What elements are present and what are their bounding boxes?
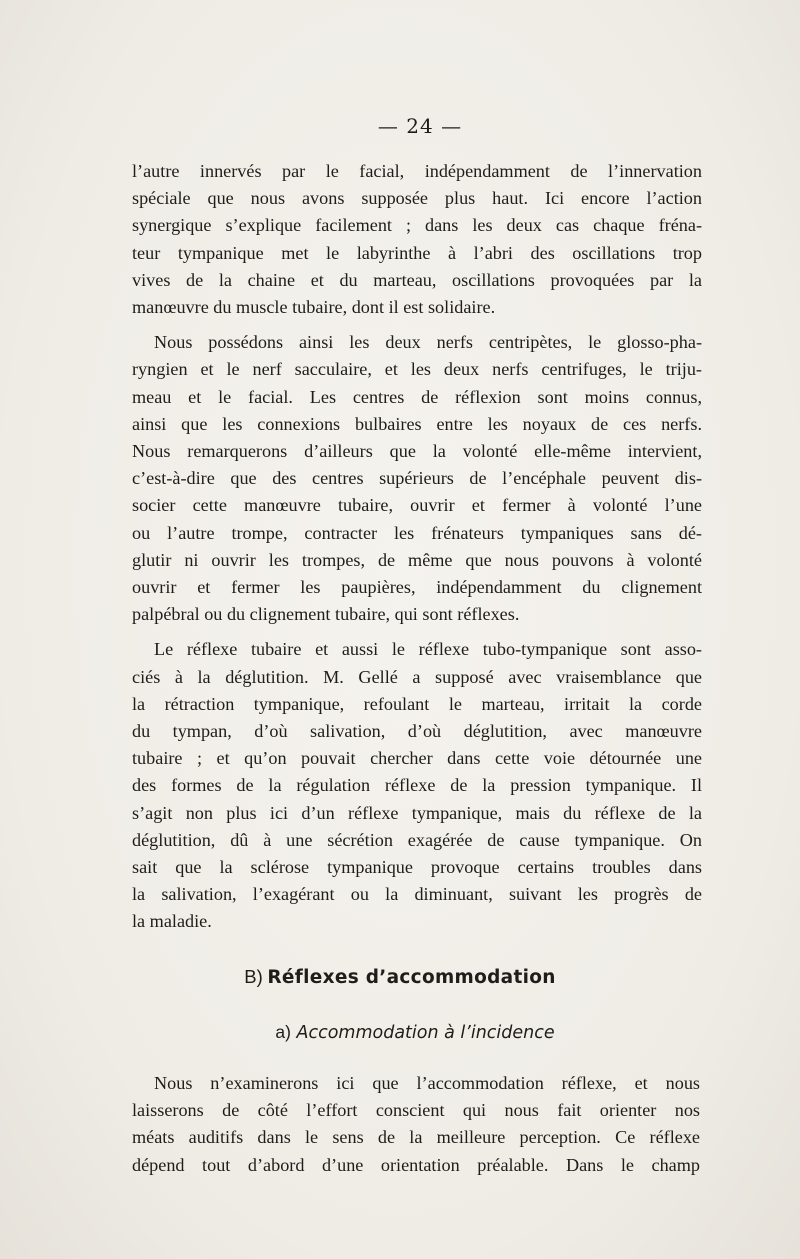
subsection-heading [0,1022,800,1043]
text-line: déglutition, dû à une sécrétion exagérée de cause tympanique. On [132,829,702,850]
text-line: teur tympanique met le labyrinthe à l’abri des oscillations trop [132,242,702,263]
text-line: ciés à la déglutition. M. Gellé a supposé avec vraisemblance que [132,666,702,687]
text-line: s’agit non plus ici d’un réflexe tympanique, mais du réflexe de la [132,802,702,823]
text-line: meau et le facial. Les centres de réflexion sont moins connus, [132,386,702,407]
text-line: Le réflexe tubaire et aussi le réflexe tubo-tympanique sont asso- [154,639,702,660]
text-line: glutir ni ouvrir les trompes, de même que nous pouvons à volonté [132,549,702,570]
text-line: vives de la chaine et du marteau, oscillations provoquées par la [132,269,702,290]
final-paragraph [132,1070,700,1179]
text-line: ainsi que les connexions bulbaires entre les noyaux de ces nerfs. [132,413,702,434]
text-line: la salivation, l’exagérant ou la diminuant, suivant les progrès de [132,884,702,905]
text-line: spéciale que nous avons supposée plus haut. Ici encore l’action [132,188,702,209]
text-line: méats auditifs dans le sens de la meilleure perception. Ce réflexe [132,1127,700,1148]
text-line: du tympan, d’où salivation, d’où déglutition, avec manœuvre [132,721,702,742]
body-text [132,158,702,944]
text-line: Nous n’examinerons ici que l’accommodation réflexe, et nous [154,1073,700,1093]
paragraph-2 [132,329,702,628]
text-line: ryngien et le nerf sacculaire, et les deux nerfs centrifuges, le triju- [132,359,702,380]
text-line: ou l’autre trompe, contracter les frénateurs tympaniques sans dé- [132,522,702,543]
paragraph-1 [132,158,702,321]
text-line: Nous remarquerons d’ailleurs que la volonté elle-même intervient, [132,441,702,462]
paragraph-3 [132,636,702,935]
text-line: la rétraction tympanique, refoulant le marteau, irritait la corde [132,693,702,714]
section-number: B) [244,966,263,987]
text-line: la maladie. [132,911,212,932]
section-heading [0,966,800,989]
text-line: l’autre innervés par le facial, indépendamment de l’innervation [132,161,702,181]
text-line: tubaire ; et qu’on pouvait chercher dans cette voie détournée une [132,748,702,769]
section-title: Réflexes d’accommodation [267,967,556,988]
text-line: dépend tout d’abord d’une orientation préalable. Dans le champ [132,1154,700,1175]
subsection-title: Accommodation à l’incidence [296,1023,555,1043]
text-line: sait que la sclérose tympanique provoque certains troubles dans [132,857,702,878]
subsection-number: a) [275,1022,291,1042]
text-line: palpébral ou du clignement tubaire, qui sont réflexes. [132,604,520,625]
text-line: laisserons de côté l’effort conscient qui nous fait orienter nos [132,1100,700,1121]
text-line: manœuvre du muscle tubaire, dont il est solidaire. [132,297,496,318]
text-line: ouvrir et fermer les paupières, indépendamment du clignement [132,577,702,598]
text-line: socier cette manœuvre tubaire, ouvrir et fermer à volonté l’une [132,495,702,516]
text-line: c’est-à-dire que des centres supérieurs de l’encéphale peuvent dis- [132,468,702,489]
text-line: des formes de la régulation réflexe de la pression tympanique. Il [132,775,702,796]
text-line: synergique s’explique facilement ; dans les deux cas chaque fréna- [132,215,702,236]
page-number: — 24 — [377,114,463,138]
text-line: Nous possédons ainsi les deux nerfs centripètes, le glosso-pha- [154,332,702,353]
